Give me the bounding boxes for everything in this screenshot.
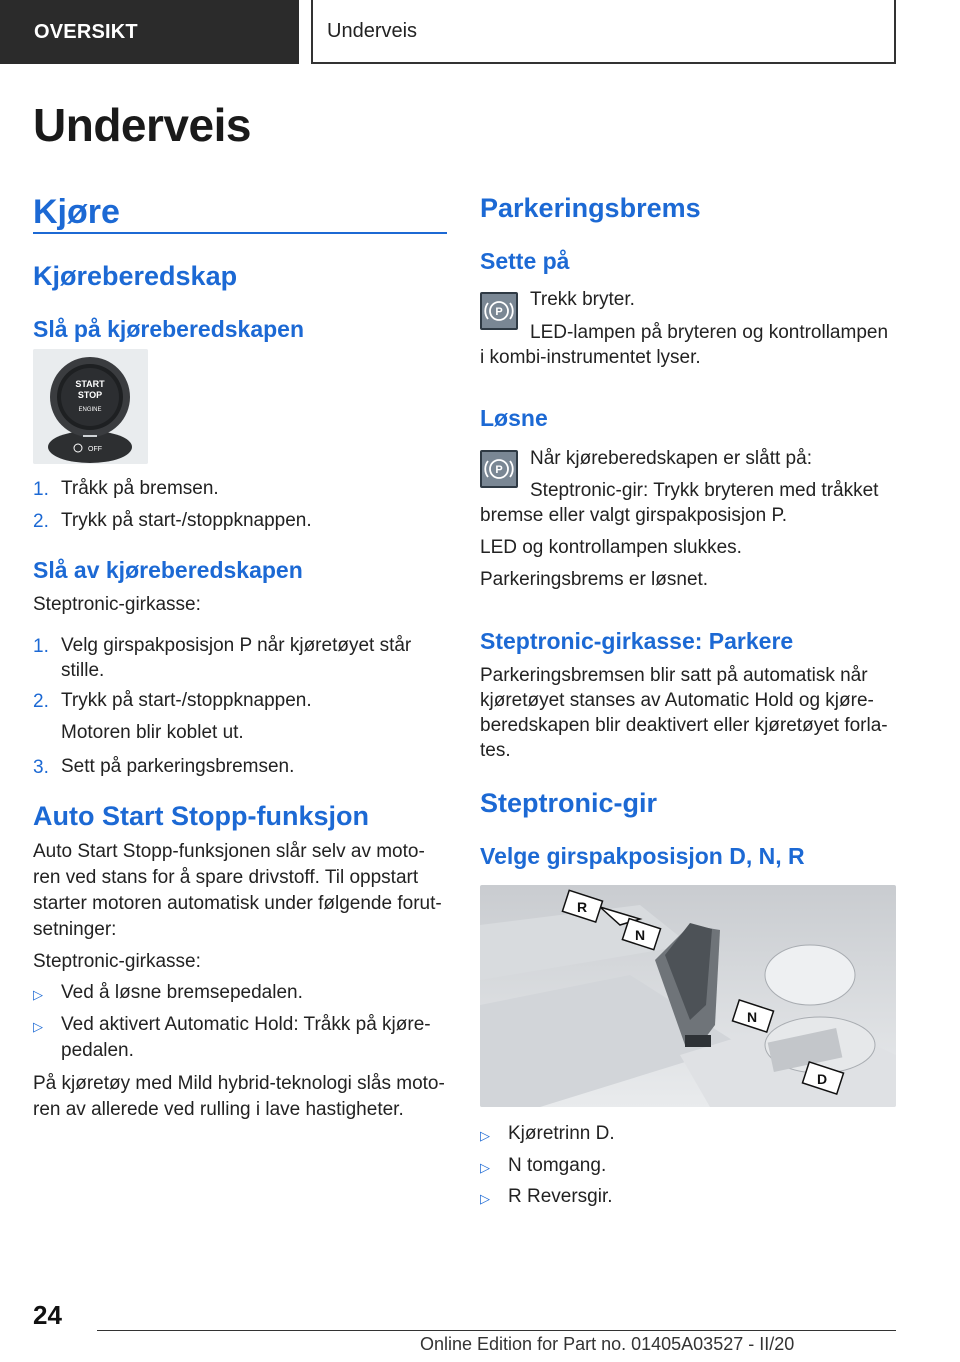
bullet-text: pedalen. [61,1040,134,1061]
heading-kjoreberedskap: Kjøreberedskap [33,261,238,291]
losne-text: Når kjøreberedskapen er slått på: [530,448,812,469]
step-text: Velg girspakposisjon P når kjøretøyet står [61,635,412,656]
bullet-text: Ved aktivert Automatic Hold: Tråkk på kjøre- [61,1014,431,1035]
parkere-para-line: tes. [480,740,511,761]
start-label: START [75,379,105,389]
auto-para-line: ren ved stans for å spare drivstoff. Til oppstart [33,867,419,888]
gear-label-r: R [576,899,588,915]
step-number: 3. [33,757,49,778]
svg-text:P: P [495,464,503,476]
gear-label-n-top: N [634,927,646,943]
heading-sla-pa: Slå på kjøreberedskapen [33,316,305,342]
sette-pa-text: i kombi-instrumentet lyser. [480,347,701,368]
parkere-para-line: kjøretøyet stanses av Automatic Hold og kjøre- [480,690,874,711]
gear-label-n-bottom: N [746,1009,758,1025]
gear-label-d: D [816,1071,828,1087]
sla-av-intro: Steptronic-girkasse: [33,594,201,615]
step-text: Trykk på start-/stoppknappen. [61,690,312,711]
footer-edition: Online Edition for Part no. 01405A03527 - II/20 [420,1334,795,1354]
step-number: 2. [33,511,49,532]
parkere-para-line: beredskapen blir deaktivert eller kjøretøyet forla- [480,715,888,736]
heading-steptronic-parkere: Steptronic-girkasse: Parkere [480,628,794,654]
header-chapter-tab: Underveis [311,0,896,64]
auto-intro2: Steptronic-girkasse: [33,951,201,972]
gear-bullet-text: N tomgang. [508,1155,607,1176]
page-title: Underveis [33,99,251,151]
footer-divider [97,1330,896,1331]
step-number: 1. [33,636,49,657]
auto-para-line: starter motoren automatisk under følgende forut- [33,893,442,914]
heading-parkeringsbrems: Parkeringsbrems [480,193,701,223]
losne-text: Steptronic-gir: Trykk bryteren med tråkket [530,480,879,501]
bullet-text: Ved å løsne bremsepedalen. [61,982,303,1003]
page-number: 24 [33,1300,62,1330]
heading-auto-start-stopp: Auto Start Stopp-funksjon [33,801,369,831]
step-text: Tråkk på bremsen. [61,478,219,499]
bullet-triangle-icon: ▷ [33,1019,43,1034]
parking-brake-icon [480,450,518,488]
off-label: OFF [88,446,102,453]
bullet-triangle-icon: ▷ [480,1128,490,1143]
auto-final-line: ren av allerede ved rulling i lave hastigheter. [33,1099,404,1120]
parkere-para-line: Parkeringsbremsen blir satt på automatisk når [480,665,868,686]
gear-selector-image [480,885,896,1107]
stop-label: STOP [77,390,103,400]
losne-text: Parkeringsbrems er løsnet. [480,569,709,590]
parking-brake-icon [480,292,518,330]
header-section-tab: OVERSIKT [0,0,299,64]
engine-label: ENGINE [78,407,102,413]
heading-kjore: Kjøre [33,193,120,231]
gear-bullet-text: Kjøretrinn D. [508,1123,615,1144]
heading-velge-girspak: Velge girspakposisjon D, N, R [480,843,805,869]
auto-final-line: På kjøretøy med Mild hybrid-teknologi slås moto- [33,1073,445,1094]
auto-para-line: Auto Start Stopp-funksjonen slår selv av moto- [33,841,425,862]
sette-pa-text: LED-lampen på bryteren og kontrollampen [530,322,889,343]
start-stop-button-image [33,349,148,464]
bullet-triangle-icon: ▷ [480,1191,490,1206]
step-text: Motoren blir koblet ut. [61,722,244,743]
gear-bullet-text: R Reversgir. [508,1186,613,1207]
svg-text:P: P [495,306,503,318]
step-number: 1. [33,479,49,500]
heading-sette-pa: Sette på [480,248,570,274]
bullet-triangle-icon: ▷ [33,987,43,1002]
heading-sla-av: Slå av kjøreberedskapen [33,557,303,583]
step-text: stille. [61,660,105,681]
auto-para-line: setninger: [33,919,117,940]
step-text: Sett på parkeringsbremsen. [61,756,295,777]
sette-pa-text: Trekk bryter. [530,289,635,310]
losne-text: bremse eller valgt girspakposisjon P. [480,505,787,526]
step-number: 2. [33,691,49,712]
heading-underline [33,232,447,234]
heading-losne: Løsne [480,405,548,431]
losne-text: LED og kontrollampen slukkes. [480,537,742,558]
bullet-triangle-icon: ▷ [480,1160,490,1175]
step-text: Trykk på start-/stoppknappen. [61,510,312,531]
heading-steptronic-gir: Steptronic-gir [480,788,658,818]
